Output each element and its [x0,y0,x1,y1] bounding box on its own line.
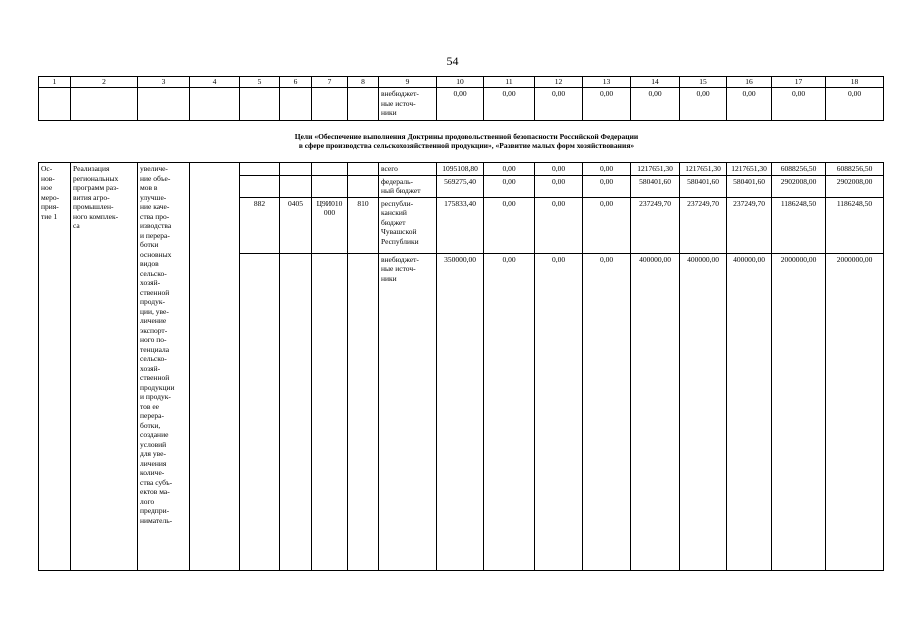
value-cell: 0,00 [484,253,535,571]
value-cell: 175833,40 [437,197,484,253]
vr-cell: 810 [348,197,379,253]
value-cell: 6088256,50 [772,163,826,176]
value-cell: 0,00 [583,175,631,197]
value-cell: 0,00 [583,163,631,176]
value-cell: 0,00 [826,88,884,121]
value-cell: 1095108,80 [437,163,484,176]
value-cell: 1217651,30 [680,163,727,176]
value-cell: 2902008,00 [826,175,884,197]
table-row [39,88,884,121]
event-target-cell: увеличе- ние объе- мов в улучше- ние каче- ства про- изводства и перера- ботки основных видов сельско- хозяй- ственной продук- ции, уве- личение экспорт- ного по- тенциала сельско- хозяй- ственной продукции и продук- тов ее перера- ботки, создание условий для уве- личения количе- ства субъ- ектов ма- лого предпри- ниматель- [138,163,190,571]
col-num: 1 [39,77,71,88]
value-cell: 0,00 [437,88,484,121]
col-num: 14 [631,77,680,88]
value-cell: 0,00 [535,163,583,176]
source-cell: внебюджет- ные источ- ники [379,88,437,121]
page-number: 54 [446,54,459,68]
col-num: 11 [484,77,535,88]
value-cell: 2902008,00 [772,175,826,197]
value-cell: 6088256,50 [826,163,884,176]
col-num: 9 [379,77,437,88]
goal-line: Цели «Обеспечение выполнения Доктрины продовольственной безопасности Российской Федерации [294,132,639,141]
column-number-row [39,77,884,88]
value-cell: 0,00 [484,175,535,197]
source-cell: республи- канский бюджет Чувашской Республики [379,197,437,253]
value-cell: 0,00 [535,197,583,253]
value-cell: 580401,60 [631,175,680,197]
value-cell: 400000,00 [631,253,680,571]
value-cell: 0,00 [680,88,727,121]
value-cell: 237249,70 [631,197,680,253]
value-cell: 350000,00 [437,253,484,571]
goal-line: в сфере производства сельскохозяйственной продукции», «Развитие малых форм хозяйствования» [298,141,635,150]
source-cell: всего [379,163,437,176]
col-num: 6 [280,77,312,88]
value-cell: 0,00 [583,88,631,121]
col-num: 17 [772,77,826,88]
value-cell: 400000,00 [680,253,727,571]
event-type-cell: Ос- нов- ное меро- прия- тие 1 [39,163,71,571]
col-num: 18 [826,77,884,88]
value-cell: 237249,70 [727,197,772,253]
value-cell: 2000000,00 [826,253,884,571]
col-num: 4 [190,77,240,88]
value-cell: 0,00 [484,163,535,176]
col-num: 7 [312,77,348,88]
col-num: 15 [680,77,727,88]
rzpr-cell: 0405 [280,197,312,253]
value-cell: 580401,60 [727,175,772,197]
col-num: 12 [535,77,583,88]
value-cell: 0,00 [484,197,535,253]
value-cell: 1217651,30 [631,163,680,176]
value-cell: 1186248,50 [772,197,826,253]
event-name-cell: Реализация региональных программ раз- вития агро- промышлен- ного комплек- са [71,163,138,571]
col-num: 8 [348,77,379,88]
value-cell: 0,00 [535,175,583,197]
grbs-cell: 882 [240,197,280,253]
source-cell: внебюджет- ные источ- ники [379,253,437,571]
col-num: 2 [71,77,138,88]
value-cell: 0,00 [772,88,826,121]
col-num: 5 [240,77,280,88]
col-num: 10 [437,77,484,88]
value-cell: 0,00 [583,253,631,571]
col-num: 13 [583,77,631,88]
value-cell: 237249,70 [680,197,727,253]
col-num: 3 [138,77,190,88]
value-cell: 580401,60 [680,175,727,197]
value-cell: 1186248,50 [826,197,884,253]
value-cell: 1217651,30 [727,163,772,176]
value-cell: 0,00 [583,197,631,253]
value-cell: 0,00 [631,88,680,121]
col-num: 16 [727,77,772,88]
value-cell: 0,00 [484,88,535,121]
source-cell: федераль- ный бюджет [379,175,437,197]
value-cell: 400000,00 [727,253,772,571]
value-cell: 569275,40 [437,175,484,197]
value-cell: 2000000,00 [772,253,826,571]
budget-table-main [38,162,884,571]
value-cell: 0,00 [727,88,772,121]
budget-table-top [38,76,884,121]
csr-cell: Ц9И010 000 [312,197,348,253]
value-cell: 0,00 [535,88,583,121]
table-row [39,163,884,176]
goal-heading [38,132,895,150]
value-cell: 0,00 [535,253,583,571]
